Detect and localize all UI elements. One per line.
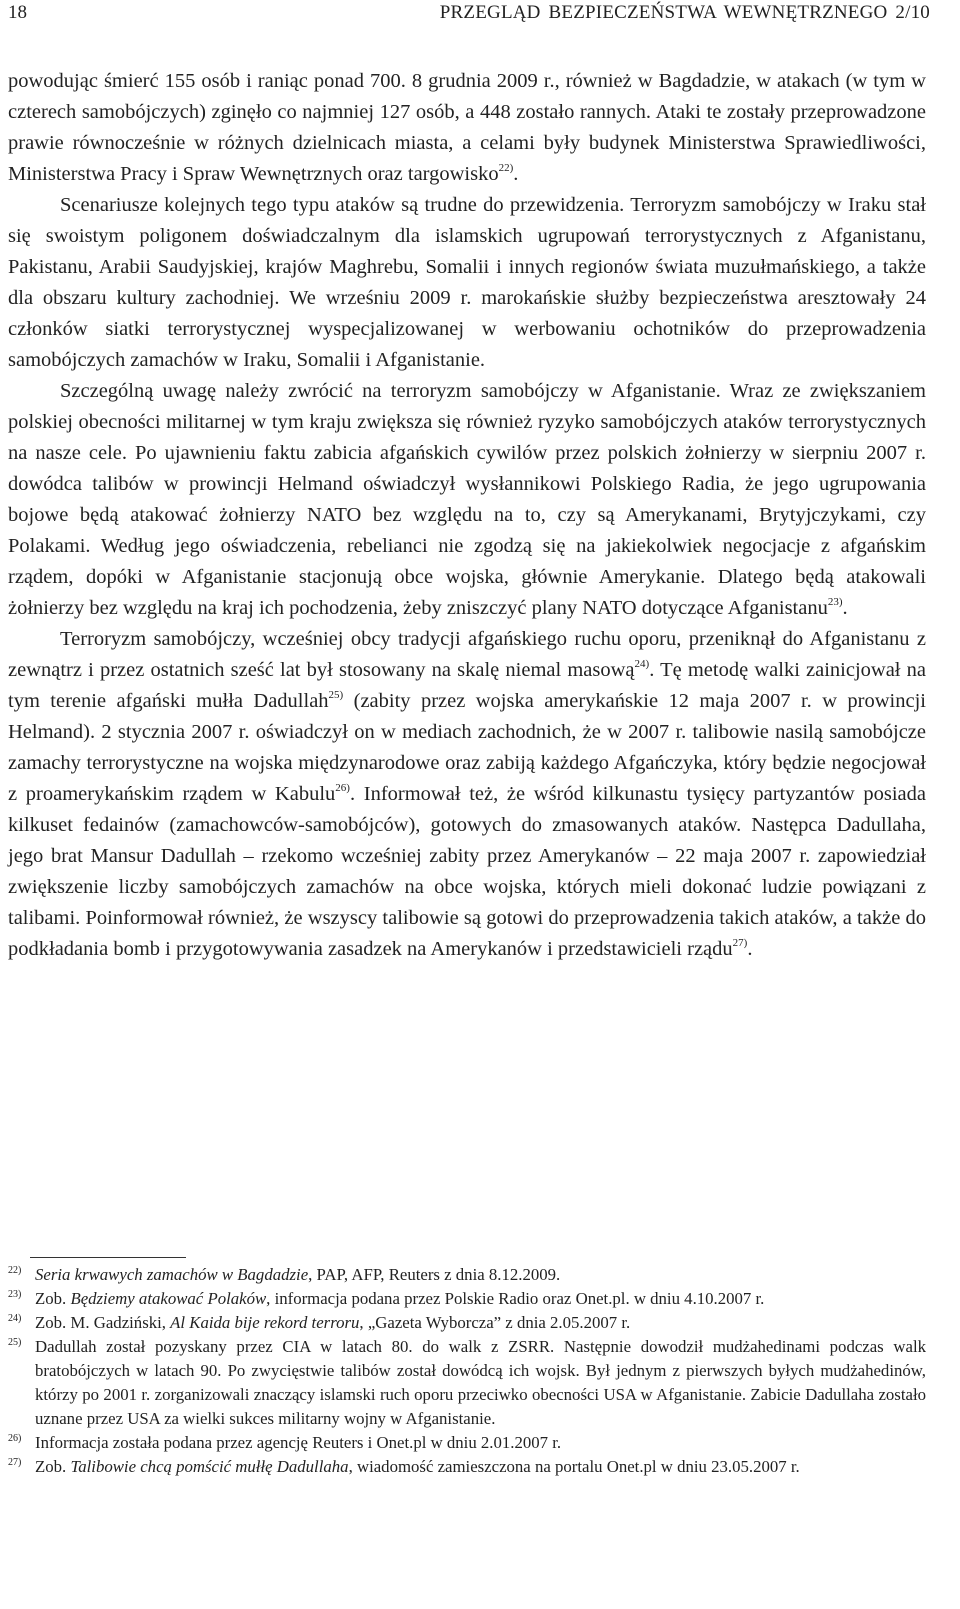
paragraph-text: (zabity przez wojska amerykańskie 12 maja 2007 r. w prowincji Helmand). 2 stycznia 2007 r. oświadczył on w mediach zachodnich, że w 2007 r. talibowie nasilą samobójcze zamachy terrorystyczne na wojska międzynarodowe oraz zabiją każdego Afgańczyka, który będzie negocjował z proamerykańskim rządem w Kabulu: [8, 690, 926, 805]
footnote-number: 25): [8, 1337, 22, 1348]
page-number: 18: [8, 2, 27, 23]
paragraph-text: Scenariusze kolejnych tego typu ataków są trudne do przewidzenia. Terroryzm samobójczy w Iraku stał się swoistym poligonem doświadczalnym dla islamskich ugrupowań terrorystycznych z Afganistanu, Pakistanu, Arabii Saudyjskiej, krajów Maghrebu, Somalii i innych regionów świata muzułmańskiego, a także dla obszaru kultury zachodniej. We wrześniu 2009 r. marokańskie służby bezpieczeństwa aresztowały 24 członków siatki terrorystycznej wyspecjalizowanej w werbowaniu ochotników do przeprowadzenia samobójczych zamachów w Iraku, Somalii i Afganistanie.: [8, 194, 926, 371]
paragraph-text: .: [747, 938, 753, 960]
body-text: [8, 66, 926, 965]
footnote-prefix: Zob. M. Gadziński,: [35, 1313, 171, 1332]
footnote-ref-26: 26): [335, 782, 350, 794]
footnote-27: [8, 1455, 926, 1479]
footnote-ref-27: 27): [732, 937, 748, 949]
footnote-title: Talibowie chcą pomścić mułłę Dadullaha: [70, 1457, 349, 1476]
footnote-24: [8, 1311, 926, 1335]
footnote-text: , informacja podana przez Polskie Radio oraz Onet.pl. w dniu 4.10.2007 r.: [266, 1289, 765, 1308]
footnote-number: 26): [8, 1433, 22, 1444]
footnotes: [8, 1263, 926, 1479]
paragraph-3: [8, 376, 926, 624]
footnote-number: 22): [8, 1265, 22, 1276]
footnote-number: 24): [8, 1313, 22, 1324]
footnote-ref-22: 22): [498, 162, 514, 174]
page-header: [0, 0, 960, 40]
paragraph-text: powodując śmierć 155 osób i raniąc ponad 700. 8 grudnia 2009 r., również w Bagdadzie, w atakach (w tym w czterech samobójczych) zginęło co najmniej 127 osób, a 448 zostało rannych. Ataki te zostały przeprowadzone prawie równocześnie w różnych dzielnicach miasta, a celami były budynek Ministerstwa Sprawiedliwości, Ministerstwa Pracy i Spraw Wewnętrznych oraz targowisko: [8, 70, 926, 185]
footnote-number: 27): [8, 1457, 22, 1468]
footnote-ref-25: 25): [328, 689, 344, 701]
footnote-23: [8, 1287, 926, 1311]
paragraph-text: Terroryzm samobójczy, wcześniej obcy tradycji afgańskiego ruchu oporu, przeniknął do Afganistanu z zewnątrz i przez ostatnich sześć lat był stosowany na skalę niemal masową: [8, 628, 926, 681]
paragraph-text: .: [513, 163, 519, 185]
footnote-title: Al Kaida bije rekord terroru: [170, 1313, 360, 1332]
paragraph-text: Szczególną uwagę należy zwrócić na terroryzm samobójczy w Afganistanie. Wraz ze zwiększaniem polskiej obecności militarnej w tym kraju zwiększa się również ryzyko samobójczych ataków terrorystycznych na nasze cele. Po ujawnieniu faktu zabicia afgańskich cywilów przez polskich żołnierzy w sierpniu 2007 r. dowódca talibów w prowincji Helmand oświadczył wysłannikowi Polskiego Radia, że jego ugrupowania bojowe będą atakować żołnierzy NATO bez względu na to, czy są Amerykanami, Brytyjczykami, czy Polakami. Według jego oświadczenia, rebelianci nie zgodzą się na jakiekolwiek negocjacje z afgańskim rządem, dopóki w Afganistanie stacjonują obce wojska, głównie Amerykanie. Dlatego będą atakowali żołnierzy bez względu na kraj ich pochodzenia, żeby zniszczyć plany NATO dotyczące Afganistanu: [8, 380, 926, 619]
footnote-title: Będziemy atakować Polaków: [70, 1289, 267, 1308]
paragraph-text: . Informował też, że wśród kilkunastu tysięcy partyzantów posiada kilkuset fedainów (zamachowców-samobójców), gotowych do zmasowanych ataków. Następca Dadullaha, jego brat Mansur Dadullah – rzekomo wcześniej zabity przez Amerykanów – 22 maja 2007 r. zapowiedział zwiększenie liczby samobójczych zamachów na obce wojska, których mieli dokonać ludzie powiązani z talibami. Poinformował również, że wszyscy talibowie są gotowi do przeprowadzenia takich ataków, a także do podkładania bomb i przygotowywania zasadzek na Amerykanów i przedstawicieli rządu: [8, 783, 926, 960]
footnote-26: [8, 1431, 926, 1455]
paragraph-1: [8, 66, 926, 190]
footnote-text: Dadullah został pozyskany przez CIA w latach 80. do walk z ZSRR. Następnie dowodził mudżahedinami podczas walk bratobójczych w latach 90. Po zwycięstwie talibów został dowódcą ich wojsk. Był jednym z pierwszych byłych mudżahedinów, którzy po 2001 r. zorganizowali znaczący islamski ruch oporu przeciwko obecności USA w Afganistanie. Zabicie Dadullaha zostało uznane przez USA za wielki sukces militarny wojny w Afganistanie.: [35, 1337, 926, 1428]
paragraph-4: [8, 624, 926, 965]
paragraph-2: [8, 190, 926, 376]
footnote-25: [8, 1335, 926, 1431]
footnote-ref-23: 23): [827, 596, 843, 608]
footnote-text: Informacja została podana przez agencję Reuters i Onet.pl w dniu 2.01.2007 r.: [35, 1433, 562, 1452]
footnote-text: , PAP, AFP, Reuters z dnia 8.12.2009.: [308, 1265, 561, 1284]
paragraph-text: .: [842, 597, 848, 619]
footnote-ref-24: 24): [634, 658, 650, 670]
running-title: PRZEGLĄD BEZPIECZEŃSTWA WEWNĘTRZNEGO 2/10: [439, 2, 930, 23]
paragraph-text: . Tę metodę walki zainicjował na tym terenie afgański mułła Dadullah: [8, 659, 926, 712]
footnote-22: [8, 1263, 926, 1287]
footnote-text: , „Gazeta Wyborcza” z dnia 2.05.2007 r.: [359, 1313, 631, 1332]
footnote-title: Seria krwawych zamachów w Bagdadzie: [35, 1265, 309, 1284]
footnote-prefix: Zob.: [35, 1457, 71, 1476]
footnote-divider: [30, 1257, 186, 1258]
footnote-prefix: Zob.: [35, 1289, 71, 1308]
footnote-number: 23): [8, 1289, 22, 1300]
footnote-text: , wiadomość zamieszczona na portalu Onet.pl w dniu 23.05.2007 r.: [348, 1457, 800, 1476]
